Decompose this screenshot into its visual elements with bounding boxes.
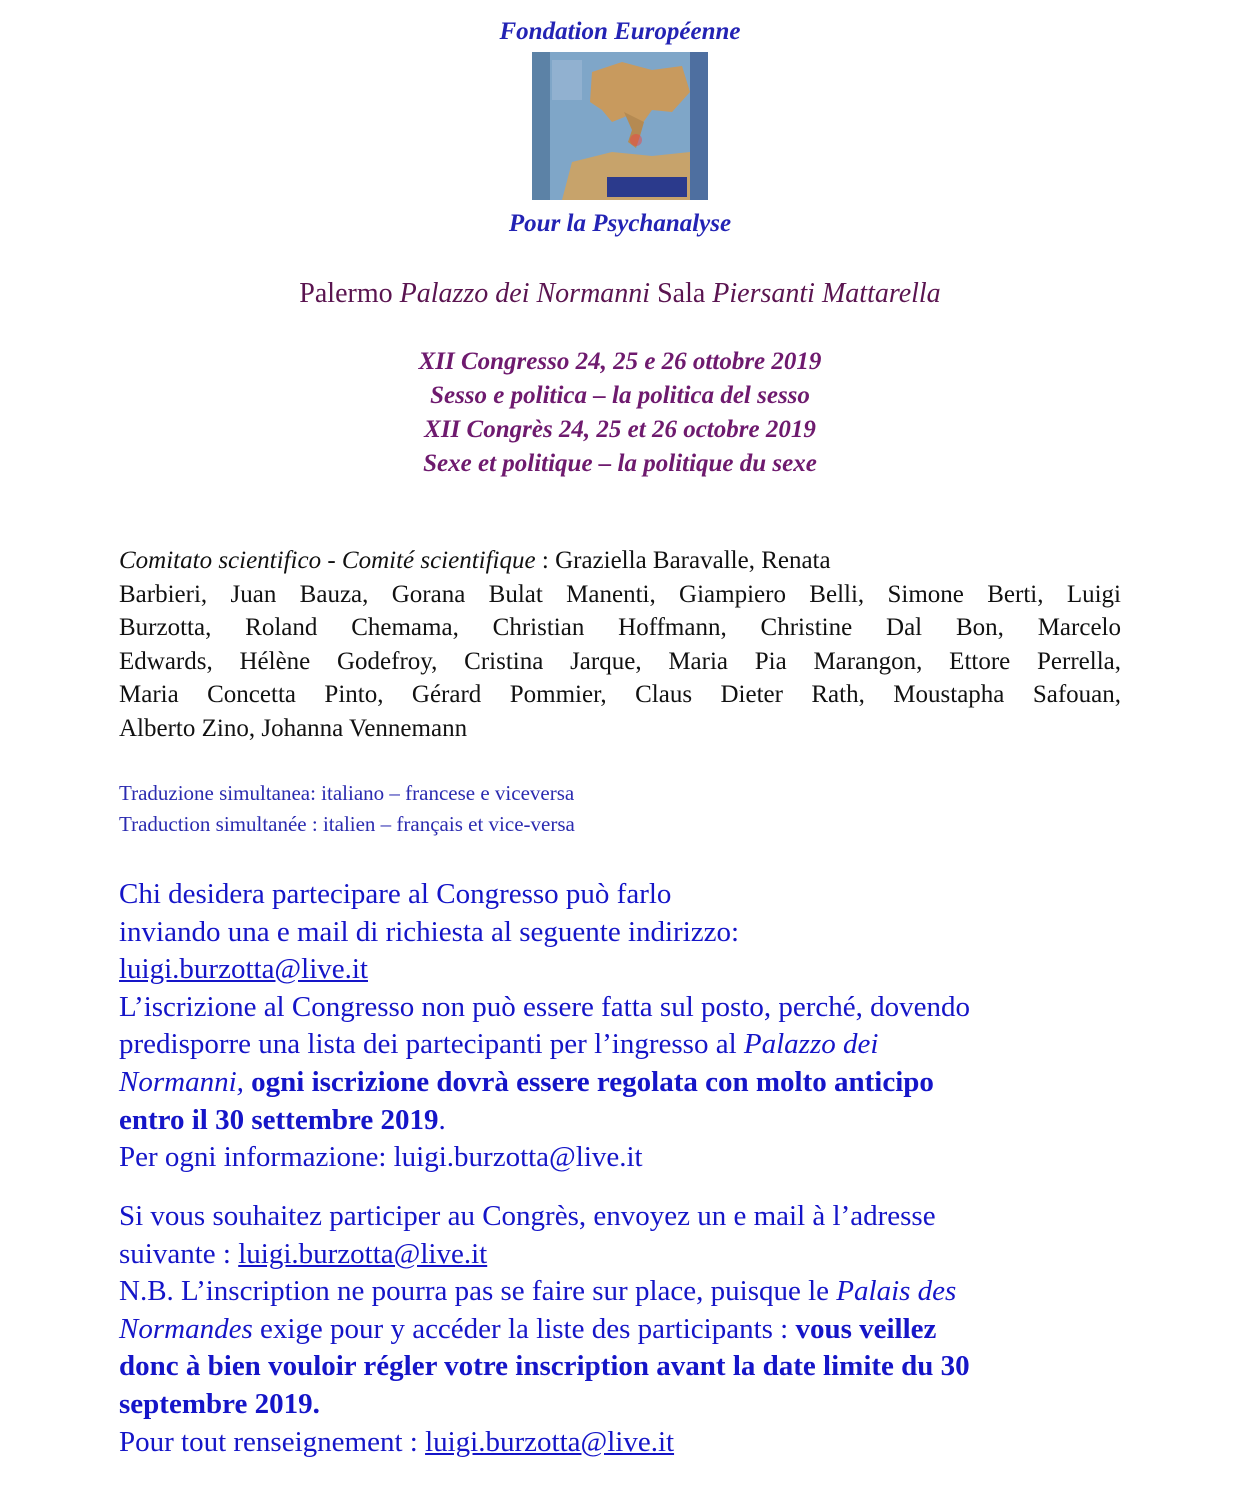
org-name-line1: Fondation Européenne: [499, 18, 741, 45]
congress-title-it: XII Congresso 24, 25 e 26 ottobre 2019: [418, 348, 822, 375]
translation-it: Traduzione simultanea: italiano – francese e viceversa: [119, 781, 575, 805]
committee-names-2: Barbieri, Juan Bauza, Gorana Bulat Manenti, Giampiero Belli, Simone Berti, Luigi: [119, 580, 1121, 608]
venue-city: Palermo: [299, 278, 393, 309]
registration-italian: Chi desidera partecipare al Congresso può farlo inviando una e mail di richiesta al seguente indirizzo: luigi.burzotta@live.it L’iscrizione al Congresso non può essere fatta sul posto, perché, dovendo predisporre una lista dei partecipanti per l’ingresso al Palazzo dei Normanni, ogni iscrizione dovrà essere regolata con molto anticipo entro il 30 settembre 2019. Per ogni informazione: luigi.burzotta@live.it: [119, 876, 1124, 1177]
venue-room: Piersanti Mattarella: [712, 278, 941, 309]
org-name-line2: Pour la Psychanalyse: [508, 210, 732, 237]
scientific-committee: Comitato scientifico - Comité scientifique : Graziella Baravalle, Renata Barbieri, Juan Bauza, Gorana Bulat Manenti, Giampiero Belli, Simone Berti, Luigi Burzotta, Roland Chemama, Christian Hoffmann, Christine Dal Bon, Marcelo Edwards, Hélène Godefroy, Cristina Jarque, Maria Pia Marangon, Ettore Perrella, Maria Concetta Pinto, Gérard Pommier, Claus Dieter Rath, Moustapha Safouan, Alberto Zino, Johanna Vennemann: [119, 544, 1121, 746]
congress-title-fr: XII Congrès 24, 25 et 26 octobre 2019: [424, 416, 816, 443]
venue-palace: Palazzo dei Normanni: [399, 278, 651, 309]
committee-label: Comitato scientifico - Comité scientifique: [119, 547, 536, 574]
registration-french: Si vous souhaitez participer au Congrès, envoyez un e mail à l’adresse suivante : luigi.burzotta@live.it N.B. L’inscription ne pourra pas se faire sur place, puisque le Palais des Normandes exige pour y accéder la liste des participants : vous veillez donc à bien vouloir régler votre inscription avant la date limite du 30 septembre 2019. Pour tout renseignement : luigi.burzotta@live.it: [119, 1200, 970, 1458]
venue-sala-label: Sala: [657, 278, 706, 309]
committee-names-1: Graziella Baravalle, Renata: [555, 547, 831, 574]
congress-titles: [0, 345, 1240, 481]
congress-theme-it: Sesso e politica – la politica del sesso: [430, 382, 810, 409]
translation-fr: Traduction simultanée : italien – français et vice-versa: [119, 812, 575, 836]
committee-names-3: Burzotta, Roland Chemama, Christian Hoffmann, Christine Dal Bon, Marcelo: [119, 614, 1121, 642]
email-link-it[interactable]: luigi.burzotta@live.it: [119, 953, 368, 986]
venue-line: [0, 276, 1240, 312]
europe-map-logo: [532, 52, 708, 200]
committee-names-4: Edwards, Hélène Godefroy, Cristina Jarque, Maria Pia Marangon, Ettore Perrella,: [119, 647, 1121, 675]
committee-names-6: Alberto Zino, Johanna Vennemann: [119, 714, 468, 742]
congress-theme-fr: Sexe et politique – la politique du sexe: [423, 450, 817, 477]
email-link-fr[interactable]: luigi.burzotta@live.it: [238, 1237, 488, 1270]
info-line-it: Per ogni informazione: luigi.burzotta@live.it: [119, 1141, 643, 1174]
email-link-fr-info[interactable]: luigi.burzotta@live.it: [425, 1425, 675, 1458]
committee-names-5: Maria Concetta Pinto, Gérard Pommier, Claus Dieter Rath, Moustapha Safouan,: [119, 681, 1121, 709]
translation-note: [119, 778, 575, 840]
